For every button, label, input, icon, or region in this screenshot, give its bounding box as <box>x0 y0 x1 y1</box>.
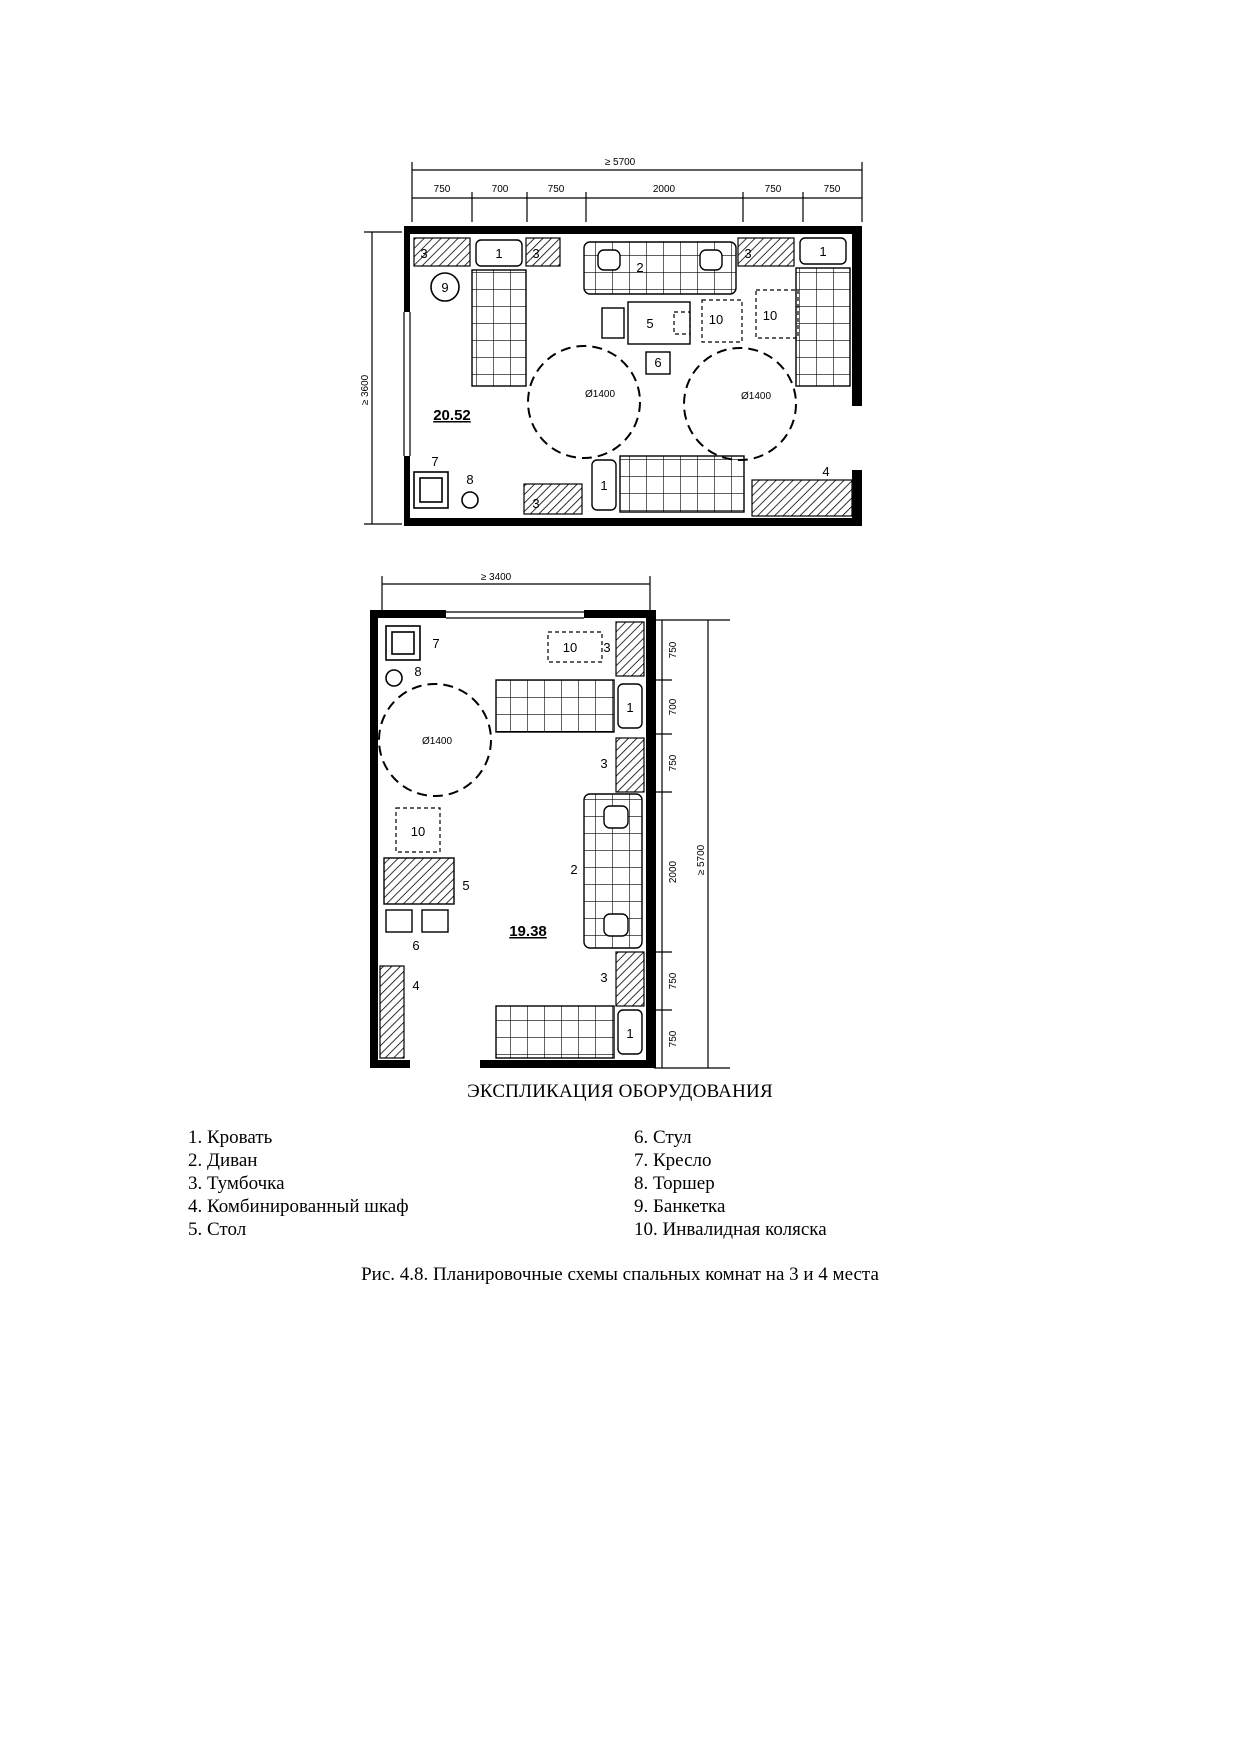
legend-item: 10. Инвалидная коляска <box>634 1219 827 1240</box>
armchair-label: 7 <box>431 454 439 469</box>
legend-item: 3. Тумбочка <box>188 1173 285 1194</box>
wheelchair-label: 10 <box>708 312 724 327</box>
nightstand-label: 3 <box>532 496 540 511</box>
segment-dim: 750 <box>823 184 841 195</box>
bed-label: 1 <box>819 244 827 259</box>
legend-item: 2. Диван <box>188 1150 258 1171</box>
bed-lower <box>496 1006 642 1058</box>
wheelchairs <box>674 290 798 342</box>
wheelchair-label: 10 <box>562 640 578 655</box>
nightstand-label: 3 <box>420 246 428 261</box>
floor-lamp-label: 8 <box>414 664 422 679</box>
bed-label: 1 <box>600 478 608 493</box>
table-label: 5 <box>646 316 654 331</box>
wardrobe-label: 4 <box>822 464 830 479</box>
floor-lamp-label: 8 <box>466 472 474 487</box>
circle-dim: Ø1400 <box>421 736 453 747</box>
sofa <box>584 242 736 294</box>
nightstand-label: 3 <box>600 970 608 985</box>
segment-dim: 2000 <box>668 860 679 884</box>
armchair <box>414 472 448 508</box>
legend-title: ЭКСПЛИКАЦИЯ ОБОРУДОВАНИЯ <box>467 1081 773 1102</box>
overall-width-dim: ≥ 5700 <box>604 157 636 168</box>
nightstand-label: 3 <box>532 246 540 261</box>
figure-caption: Рис. 4.8. Планировочные схемы спальных комнат на 3 и 4 места <box>361 1264 879 1285</box>
segment-dim: 700 <box>491 184 509 195</box>
room-length-dim: ≥ 5700 <box>696 844 707 876</box>
bed-left <box>472 240 526 386</box>
bed-right <box>796 238 850 386</box>
table <box>384 858 454 932</box>
sofa-label: 2 <box>570 862 578 877</box>
room-area: 19.38 <box>509 923 547 940</box>
segment-dim: 750 <box>433 184 451 195</box>
circle-dim: Ø1400 <box>584 389 616 400</box>
legend-item: 7. Кресло <box>634 1150 712 1171</box>
floor-lamp <box>386 670 402 686</box>
legend-item: 4. Комбинированный шкаф <box>188 1196 409 1217</box>
segment-dim: 750 <box>764 184 782 195</box>
room-depth-dim: ≥ 3600 <box>360 374 371 406</box>
legend-right <box>634 1126 827 1241</box>
nightstand-label: 3 <box>744 246 752 261</box>
armchair-label: 7 <box>432 636 440 651</box>
floor-plan-bottom <box>370 565 730 1070</box>
floor-plan-top <box>360 150 880 530</box>
armchair <box>386 626 420 660</box>
segment-dim: 750 <box>668 1030 679 1048</box>
segment-dim: 750 <box>668 972 679 990</box>
room-area: 20.52 <box>433 407 471 424</box>
wardrobe-label: 4 <box>412 978 420 993</box>
bench-label: 9 <box>441 280 449 295</box>
sofa <box>584 794 642 948</box>
nightstand-label: 3 <box>603 640 611 655</box>
wheelchair-label: 10 <box>762 308 778 323</box>
legend-item: 1. Кровать <box>188 1127 273 1148</box>
bed-upper <box>496 680 642 732</box>
chair-label: 6 <box>654 355 662 370</box>
segment-dim: 750 <box>668 754 679 772</box>
bed-bottom <box>592 456 744 512</box>
circle-dim: Ø1400 <box>740 391 772 402</box>
nightstand-label: 3 <box>600 756 608 771</box>
wheelchair-label: 10 <box>410 824 426 839</box>
room-width-dim: ≥ 3400 <box>480 572 512 583</box>
bed-label: 1 <box>495 246 503 261</box>
legend-item: 9. Банкетка <box>634 1196 726 1217</box>
table-label: 5 <box>462 878 470 893</box>
legend-item: 5. Стол <box>188 1219 247 1240</box>
legend-item: 6. Стул <box>634 1127 692 1148</box>
segment-dim: 750 <box>668 641 679 659</box>
segment-dim: 700 <box>668 698 679 716</box>
sofa-label: 2 <box>636 260 644 275</box>
legend-item: 8. Торшер <box>634 1173 715 1194</box>
segment-dim: 750 <box>547 184 565 195</box>
chair-label: 6 <box>412 938 420 953</box>
legend-left <box>188 1126 409 1241</box>
floor-lamp <box>462 492 478 508</box>
table <box>602 302 690 374</box>
bed-label: 1 <box>626 700 634 715</box>
bed-label: 1 <box>626 1026 634 1041</box>
segment-dim: 2000 <box>652 184 676 195</box>
